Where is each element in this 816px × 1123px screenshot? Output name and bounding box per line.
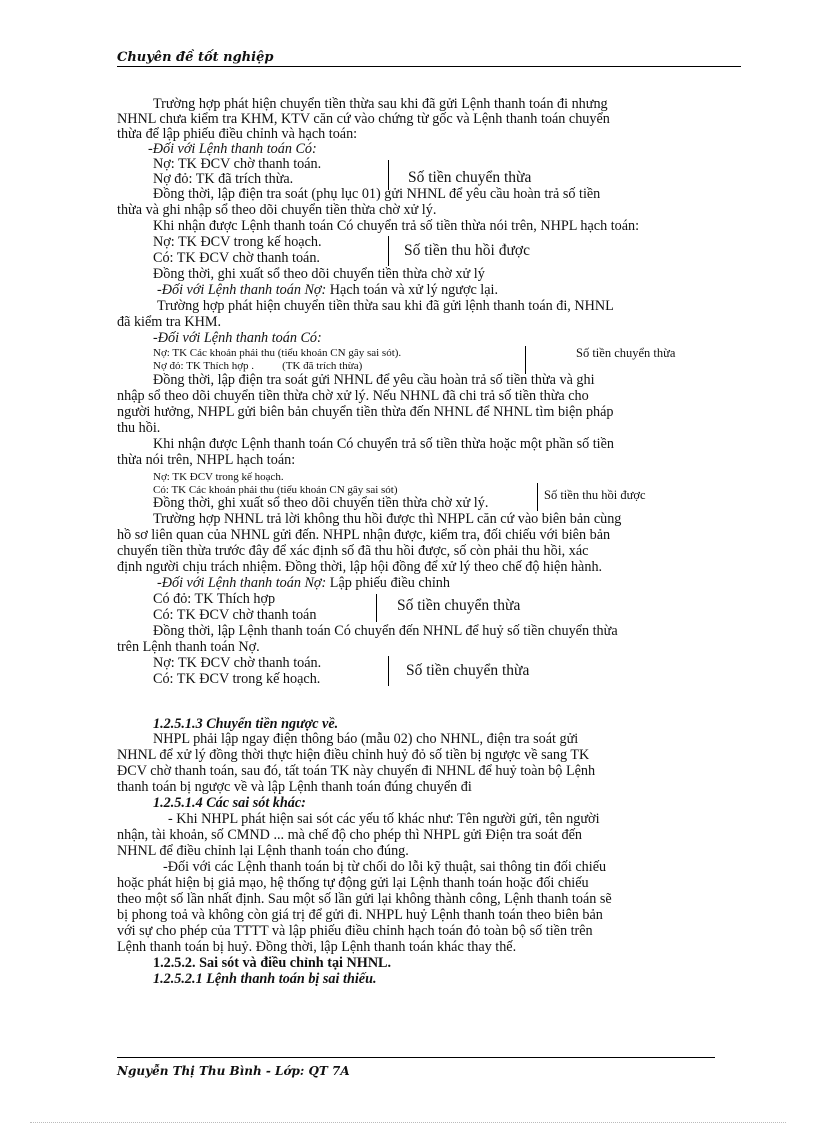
text-line: người hưởng, NHPL gửi biên bản chuyển tiền thừa đến NHNL để NHNL tìm biện pháp <box>117 404 614 420</box>
text-line: NHNL chưa kiểm tra KHM, KTV căn cứ vào chứng từ gốc và Lệnh thanh toán chuyển <box>117 111 610 127</box>
text-line: NHPL phải lập ngay điện thông báo (mẫu 02) cho NHNL, điện tra soát gửi <box>153 731 579 747</box>
text-line: Lệnh thanh toán bị huỷ. Đồng thời, lập Lệnh thanh toán khác thay thế. <box>117 939 517 955</box>
amount-label: Số tiền thu hồi được <box>404 242 530 259</box>
text-run: (TK đã trích thừa) <box>282 360 363 372</box>
text-line <box>157 283 498 298</box>
text-line: -Đối với các Lệnh thanh toán bị từ chối do lỗi kỹ thuật, sai thông tin đối chiếu <box>163 859 607 875</box>
text-line: Có đỏ: TK Thích hợp <box>153 591 276 607</box>
text-line: Đồng thời, lập điện tra soát gửi NHNL để yêu cầu hoàn trả số tiền thừa và ghi <box>153 372 595 388</box>
text-line: Có: TK ĐCV chờ thanh toán. <box>153 250 320 266</box>
text-line: hồ sơ liên quan của NHNL gửi đến. NHPL nhận được, kiểm tra, đối chiếu với biên bản <box>117 527 611 543</box>
amount-label: Số tiền chuyển thừa <box>397 597 521 614</box>
footer-rule <box>117 1057 715 1058</box>
text-line: với sự cho phép của TTTT và lập phiếu điều chỉnh hạch toán đỏ toàn bộ số tiền trên <box>117 923 593 939</box>
text-line: NHNL để điều chỉnh lại Lệnh thanh toán cho đúng. <box>117 843 409 859</box>
text-line: Nợ: TK ĐCV chờ thanh toán. <box>153 655 322 671</box>
bracket-line <box>388 656 389 686</box>
bracket-line <box>525 346 526 374</box>
text-line: Nợ: TK ĐCV chờ thanh toán. <box>153 156 322 172</box>
text-line: Đồng thời, lập điện tra soát (phụ lục 01) gửi NHNL để yêu cầu hoàn trả số tiền <box>153 186 601 202</box>
amount-label: Số tiền chuyển thừa <box>408 169 532 186</box>
text-line: nhập sổ theo dõi chuyển tiền thừa chờ xử lý. Nếu NHNL đã chi trả số tiền thừa cho <box>117 388 589 404</box>
text-line: thừa và ghi nhập sổ theo dõi chuyển tiền thừa chờ xử lý. <box>117 202 437 218</box>
text-line: định người chịu trách nhiệm. Đồng thời, lập hội đồng để xử lý theo chế độ hiện hành. <box>117 559 603 575</box>
text-run: Lập phiếu điều chỉnh <box>326 575 450 591</box>
text-line: thanh toán bị ngược về và lập Lệnh thanh toán đúng chuyển đi <box>117 779 472 795</box>
text-line: Đồng thời, lập Lệnh thanh toán Có chuyển đến NHNL để huỷ số tiền chuyển thừa <box>153 623 618 639</box>
text-run: Hạch toán và xử lý ngược lại. <box>326 282 499 298</box>
section-heading: 1.2.5.2. Sai sót và điều chỉnh tại NHNL. <box>153 955 392 971</box>
text-run: -Đối với Lệnh thanh toán Nợ: <box>157 282 327 298</box>
text-line: Khi nhận được Lệnh thanh toán Có chuyển trả số tiền thừa hoặc một phần số tiền <box>153 436 615 452</box>
text-line: đã kiểm tra KHM. <box>117 314 222 330</box>
text-line: Trường hợp phát hiện chuyển tiền thừa sau khi đã gửi lệnh thanh toán đi, NHNL <box>157 298 614 314</box>
text-line: Trường hợp phát hiện chuyển tiền thừa sau khi đã gửi Lệnh thanh toán đi nhưng <box>153 96 608 112</box>
text-line: NHNL để xử lý đồng thời thực hiện điều chỉnh huỷ đỏ số tiền bị ngược về sang TK <box>117 747 590 763</box>
text-line: Có: TK ĐCV chờ thanh toán <box>153 607 317 623</box>
amount-label: Số tiền chuyển thừa <box>576 346 676 360</box>
bracket-line <box>376 594 377 622</box>
text-line: Nợ đỏ: TK đã trích thừa. <box>153 171 294 187</box>
text-line: Khi nhận được Lệnh thanh toán Có chuyển trả số tiền thừa nói trên, NHPL hạch toán: <box>153 218 640 234</box>
text-line: nhận, tài khoản, số CMND ... mà chế độ cho phép thì NHPL gửi Điện tra soát đến <box>117 827 583 843</box>
text-line <box>157 576 450 591</box>
text-line: thừa để lập phiếu điều chỉnh và hạch toán: <box>117 126 358 142</box>
page-header: Chuyên đề tốt nghiệp <box>117 50 274 65</box>
text-line: -Đối với Lệnh thanh toán Có: <box>153 330 322 346</box>
text-line: Có: TK ĐCV trong kế hoạch. <box>153 671 321 687</box>
section-heading: 1.2.5.2.1 Lệnh thanh toán bị sai thiếu. <box>153 971 377 987</box>
header-rule <box>117 66 741 67</box>
text-line: Nợ: TK ĐCV trong kế hoạch. <box>153 234 322 250</box>
text-line: theo một số lần nhất định. Sau một số lần gửi lại không thành công, Lệnh thanh toán sẽ <box>117 891 612 907</box>
text-line: Đồng thời, ghi xuất sổ theo dõi chuyển tiền thừa chờ xử lý. <box>153 495 489 511</box>
text-line: thừa nói trên, NHPL hạch toán: <box>117 452 296 468</box>
section-heading: 1.2.5.1.4 Các sai sót khác: <box>153 795 306 811</box>
text-line: chuyển tiền thừa trước đây để xác định số đã thu hồi được, số còn phải thu hồi, xác <box>117 543 589 559</box>
section-heading: 1.2.5.1.3 Chuyển tiền ngược về. <box>153 716 339 732</box>
text-line: trên Lệnh thanh toán Nợ. <box>117 639 260 655</box>
text-line: bị phong toả và không còn giá trị để gửi đi. NHPL huỷ Lệnh thanh toán theo biên bản <box>117 907 603 923</box>
text-line: Đồng thời, ghi xuất sổ theo dõi chuyển tiền thừa chờ xử lý <box>153 266 485 282</box>
bracket-line <box>388 236 389 266</box>
text-line: Nợ: TK Các khoản phải thu (tiểu khoản CN gây sai sót). <box>153 347 402 359</box>
text-line: thu hồi. <box>117 420 161 436</box>
text-line: hoặc phát hiện bị giả mạo, hệ thống tự động gửi lại Lệnh thanh toán hoặc đối chiếu <box>117 875 589 891</box>
text-line: -Đối với Lệnh thanh toán Có: <box>148 141 317 157</box>
text-run: Nợ đỏ: TK Thích hợp . <box>153 360 255 372</box>
text-line: ĐCV chờ thanh toán, sau đó, tất toán TK này chuyển đi NHNL để huỷ toàn bộ Lệnh <box>117 763 596 779</box>
page-footer: Nguyễn Thị Thu Bình - Lớp: QT 7A <box>117 1064 350 1078</box>
text-line: Nợ: TK ĐCV trong kế hoạch. <box>153 471 284 483</box>
text-line: Có: TK Các khoản phải thu (tiểu khoản CN gây sai sót) <box>153 484 398 496</box>
amount-label: Số tiền thu hồi được <box>544 488 646 502</box>
text-run: -Đối với Lệnh thanh toán Nợ: <box>157 575 327 591</box>
amount-label: Số tiền chuyển thừa <box>406 662 530 679</box>
text-line: - Khi NHPL phát hiện sai sót các yếu tố khác như: Tên người gửi, tên người <box>168 811 600 827</box>
bracket-line <box>537 483 538 511</box>
text-line: Trường hợp NHNL trả lời không thu hồi được thì NHPL căn cứ vào biên bản cùng <box>153 511 622 527</box>
